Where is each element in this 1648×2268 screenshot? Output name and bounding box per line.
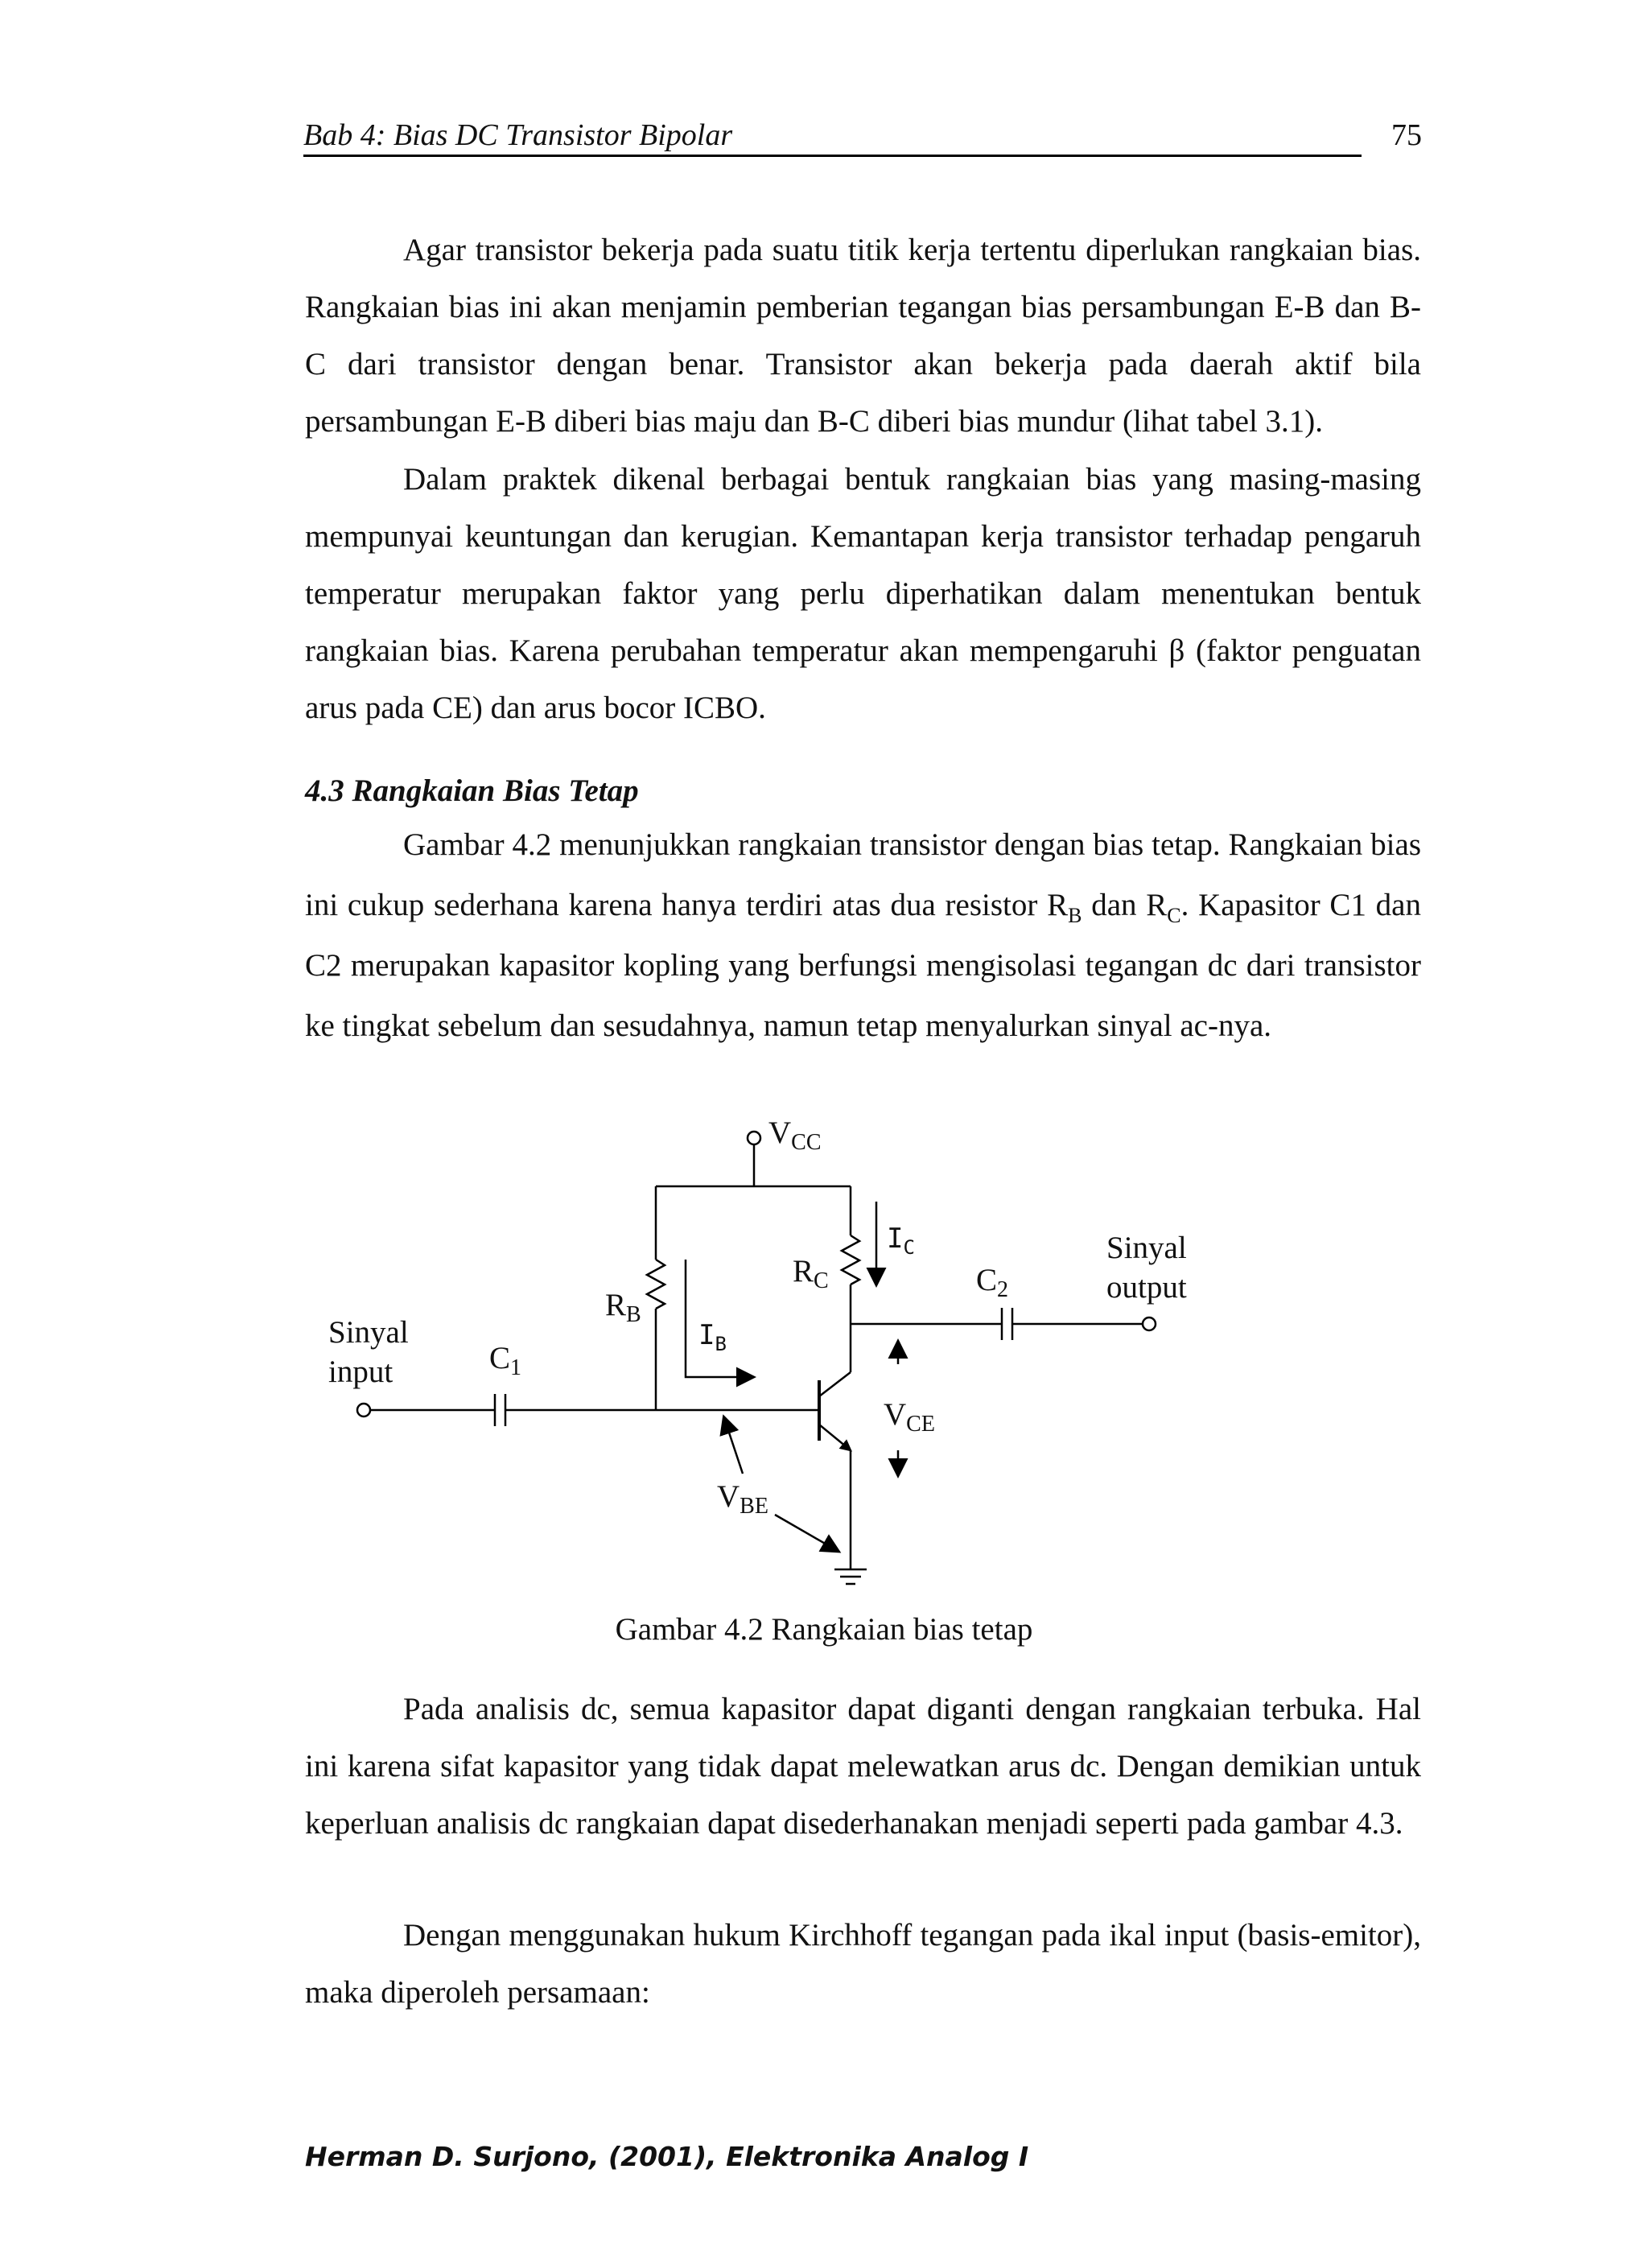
label-output-1: Sinyal xyxy=(1106,1231,1187,1265)
label-vcc: $V_{CC}$ xyxy=(768,1115,822,1155)
resistor-rc xyxy=(842,1235,859,1285)
paragraph-5: Dengan menggunakan hukum Kirchhoff tegangan pada ikal input (basis-emitor), maka diperoleh persamaan: xyxy=(305,1918,1421,2010)
label-rb: $R_B$ xyxy=(605,1288,641,1327)
label-input-1: Sinyal xyxy=(328,1315,409,1350)
figure-caption: Gambar 4.2 Rangkaian bias tetap xyxy=(615,1612,1033,1647)
paragraph-2: Dalam praktek dikenal berbagai bentuk rangkaian bias yang masing-masing mempunyai keuntungan dan kerugian. Kemantapan kerja transistor terhadap pengaruh temperatur merupakan faktor yang perlu diperhatikan dalam menentukan bentuk rangkaian bias. Karena perubahan temperatur akan mempengaruhi β (faktor penguatan arus pada CE) dan arus bocor ICBO. xyxy=(305,462,1421,725)
label-c2: $C_2$ xyxy=(976,1263,1009,1302)
chapter-title: Bab 4: Bias DC Transistor Bipolar xyxy=(303,113,1362,157)
page-header xyxy=(303,113,1422,158)
paragraph-4: Pada analisis dc, semua kapasitor dapat diganti dengan rangkaian terbuka. Hal ini karena sifat kapasitor yang tidak dapat melewatkan arus dc. Dengan demikian untuk keperluan analisis dc rangkaian dapat disederhanakan menjadi seperti pada gambar 4.3. xyxy=(305,1692,1421,1841)
vbe-arrow-1 xyxy=(724,1418,743,1474)
circuit-diagram xyxy=(314,1103,1215,1602)
page-footer: Herman D. Surjono, (2001), Elektronika Analog I xyxy=(305,2141,1029,2172)
ib-arrow xyxy=(686,1260,752,1377)
vcc-terminal xyxy=(748,1132,760,1144)
label-vce: $V_{CE}$ xyxy=(884,1397,935,1437)
paragraph-1: Agar transistor bekerja pada suatu titik kerja tertentu diperlukan rangkaian bias. Rangkaian bias ini akan menjamin pemberian tegangan bias persambungan E-B dan B-C dari transistor dengan benar. Transistor akan bekerja pada daerah aktif bila persambungan E-B diberi bias maju dan B-C diberi bias mundur (lihat tabel 3.1). xyxy=(305,233,1421,439)
label-input-2: input xyxy=(328,1355,393,1389)
input-terminal xyxy=(357,1404,370,1416)
label-vbe: $V_{BE}$ xyxy=(717,1479,768,1519)
output-terminal xyxy=(1143,1318,1156,1330)
label-output-2: output xyxy=(1106,1270,1187,1305)
page-number: 75 xyxy=(1391,118,1422,152)
resistor-rb xyxy=(647,1260,665,1309)
label-ic: $I_C$ xyxy=(887,1223,915,1259)
label-ib: $I_B$ xyxy=(698,1319,727,1355)
label-rc: $R_C$ xyxy=(793,1254,829,1293)
paragraph-3: Gambar 4.2 menunjukkan rangkaian transistor dengan bias tetap. Rangkaian bias ini cukup sederhana karena hanya terdiri atas dua resistor $R_B$ dan $R_C$. Kapasitor C1 dan C2 merupakan kapasitor kopling yang berfungsi mengisolasi tegangan dc dari transistor ke tingkat sebelum dan sesudahnya, namun tetap menyalurkan sinyal ac-nya. xyxy=(305,827,1421,1043)
label-c1: $C_1$ xyxy=(489,1341,522,1380)
vbe-arrow-2 xyxy=(775,1515,838,1551)
section-heading: 4.3 Rangkaian Bias Tetap xyxy=(305,773,639,808)
